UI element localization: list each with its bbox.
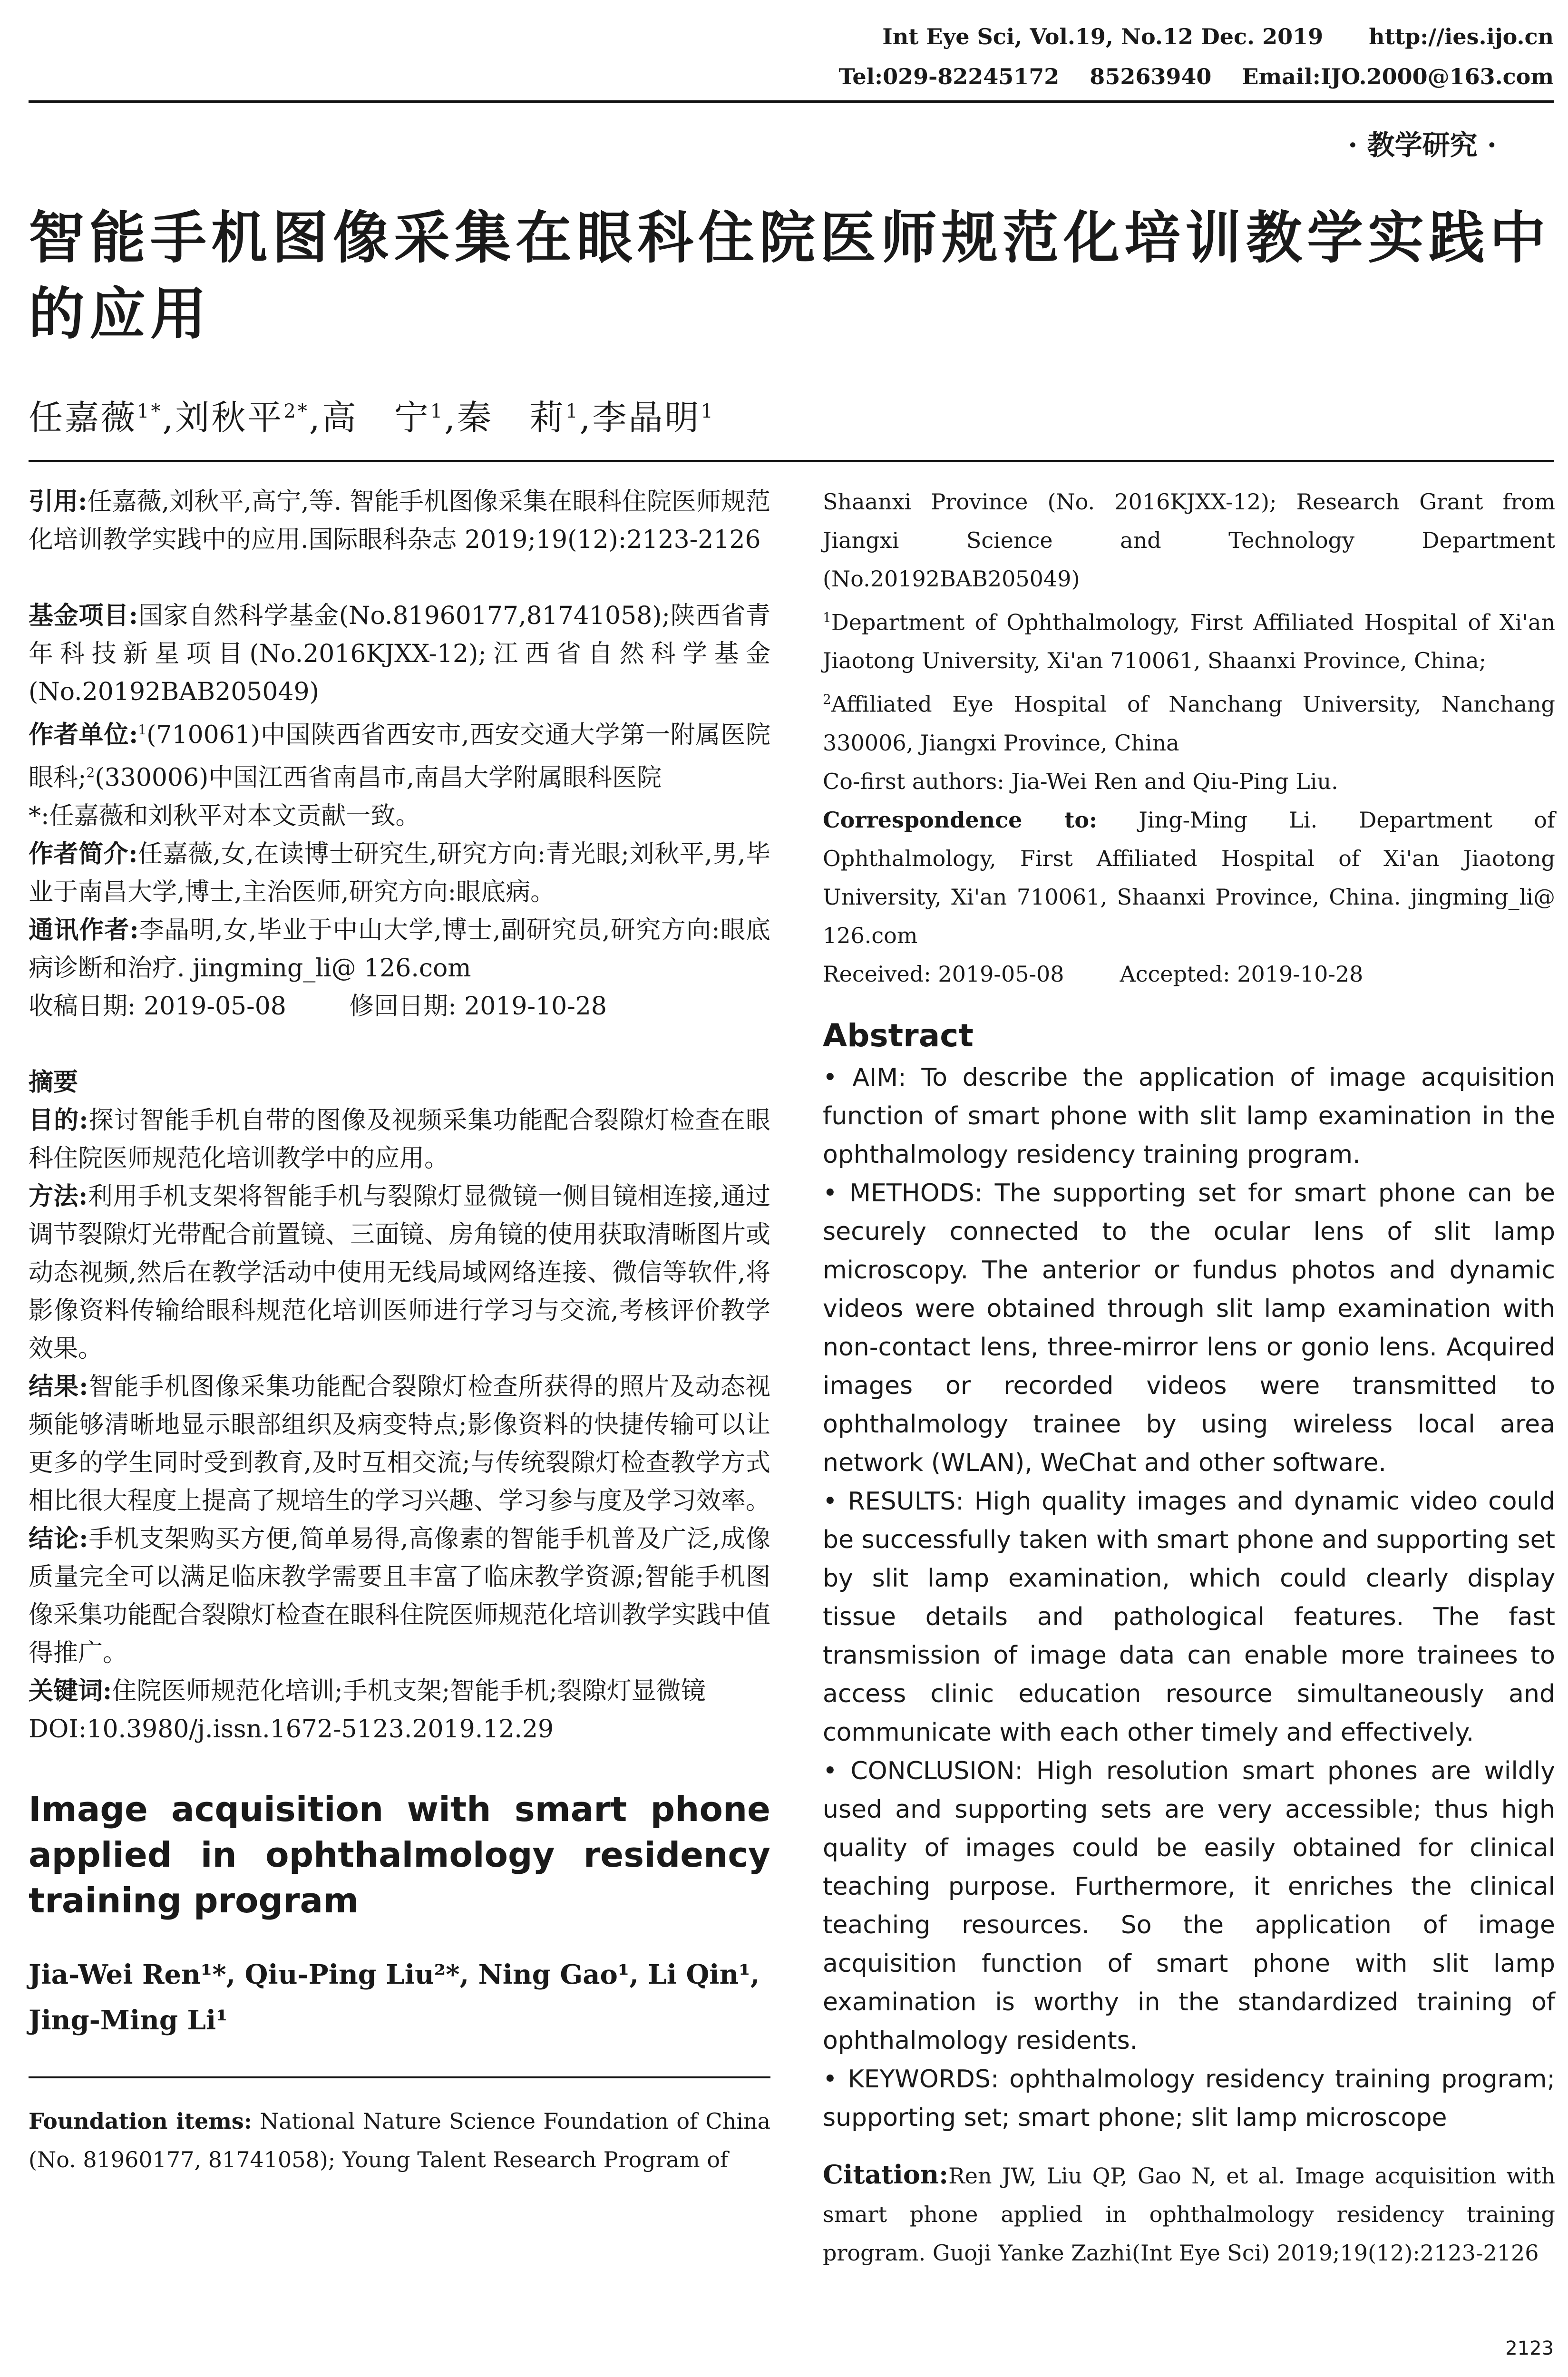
aim-text: 探讨智能手机自带的图像及视频采集功能配合裂隙灯检查在眼科住院医师规范化培训教学中的应用。 xyxy=(29,1106,770,1173)
citation-cn xyxy=(29,483,770,559)
unit-cn xyxy=(29,711,770,797)
keywords-cn xyxy=(29,1672,770,1710)
affiliation-1 xyxy=(823,598,1555,680)
unit-sup: 2 xyxy=(86,765,95,781)
conclusion-label: 结论: xyxy=(29,1524,88,1553)
foundation-items xyxy=(29,2102,770,2179)
author-sup: 1* xyxy=(137,400,163,422)
author-sup: 1 xyxy=(565,400,580,422)
author-sup: 1 xyxy=(701,400,715,422)
intro-text: 任嘉薇,女,在读博士研究生,研究方向:青光眼;刘秋平,男,毕业于南昌大学,博士,主治医师,研究方向:眼底病。 xyxy=(29,839,771,906)
abstract-methods: • METHODS: The supporting set for smart phone can be securely connected to the ocular lens of slit lamp microscopy. The anterior or fundus photos and dynamic videos were obtained through slit lamp examination with non-contact lens, three-mirror lens or gonio lens. Acquired images or recorded videos were transmitted to ophthalmology trainee by using wireless local area network (WLAN), WeChat and other software. xyxy=(823,1179,1555,1477)
journal-header-line1: Int Eye Sci, Vol.19, No.12 Dec. 2019 http://ies.ijo.cn xyxy=(882,24,1554,49)
corresponding-cn xyxy=(29,911,770,987)
doi: DOI:10.3980/j.issn.1672-5123.2019.12.29 xyxy=(29,1715,554,1744)
fund-cn xyxy=(29,597,770,711)
fund-text: 国家自然科学基金(No.81960177,81741058);陕西省青年科技新星项目(No.2016KJXX-12);江西省自然科学基金(No.20192BAB205049) xyxy=(29,602,771,706)
equal-contribution: *:任嘉薇和刘秋平对本文贡献一致。 xyxy=(29,801,420,830)
results-text: 智能手机图像采集功能配合裂隙灯检查所获得的照片及动态视频能够清晰地显示眼部组织及病变特点;影像资料的快捷传输可以让更多的学生同时受到教育,及时互相交流;与传统裂隙灯检查教学方式相比很大程度上提高了规培生的学习兴趣、学习参与度及学习效率。 xyxy=(29,1372,771,1515)
citation-en-label: Citation: xyxy=(823,2159,949,2190)
right-column xyxy=(823,483,1555,2272)
conclusion-text: 手机支架购买方便,简单易得,高像素的智能手机普及广泛,成像质量完全可以满足临床教学需要且丰富了临床教学资源;智能手机图像采集功能配合裂隙灯检查在眼科住院医师规范化培训教学实践中值得推广。 xyxy=(29,1524,771,1667)
abstract-keywords: • KEYWORDS: ophthalmology residency training program; supporting set; smart phone; slit lamp microscope xyxy=(823,2065,1555,2132)
correspondence-text: Jing-Ming Li. Department of Ophthalmology, First Affiliated Hospital of Xi'an Jiaotong University, Xi'an 710061, Shaanxi Province, China. jingming_li@ 126.com xyxy=(823,807,1556,948)
foundation-label: Foundation items: xyxy=(29,2108,252,2134)
dates-en: Received: 2019-05-08 Accepted: 2019-10-28 xyxy=(823,961,1363,987)
methods-cn xyxy=(29,1178,770,1368)
section-label: · 教学研究 · xyxy=(1348,129,1497,161)
left-column xyxy=(29,483,770,2179)
keywords-text: 住院医师规范化培训;手机支架;智能手机;裂隙灯显微镜 xyxy=(112,1676,706,1705)
abstract-title: Abstract xyxy=(823,1017,974,1054)
aff-sup: 2 xyxy=(823,692,831,708)
author-name: 刘秋平 xyxy=(175,398,284,438)
author-name: 任嘉薇 xyxy=(29,398,137,438)
citation-label: 引用: xyxy=(29,487,88,516)
abstract-heading-cn xyxy=(29,1063,770,1101)
affiliation-2 xyxy=(823,680,1555,762)
corr-label: 通讯作者: xyxy=(29,915,139,945)
abstract-heading: 摘要 xyxy=(29,1067,78,1097)
aff-text: Affiliated Eye Hospital of Nanchang University, Nanchang 330006, Jiangxi Province, China xyxy=(823,691,1555,756)
author-name: 李晶明 xyxy=(592,398,701,438)
aim-label: 目的: xyxy=(29,1105,88,1135)
aff-text: Department of Ophthalmology, First Affiliated Hospital of Xi'an Jiaotong University, Xi'an 710061, Shaanxi Province, China; xyxy=(823,609,1555,674)
abstract-aim: • AIM: To describe the application of image acquisition function of smart phone with slit lamp examination in the ophthalmology residency training program. xyxy=(823,1063,1555,1169)
correspondence-label: Correspondence to: xyxy=(823,807,1098,833)
author-sup: 2* xyxy=(283,400,309,422)
unit-label: 作者单位: xyxy=(29,720,138,750)
abstract-conclusion: • CONCLUSION: High resolution smart phones are wildly used and supporting sets are very accessible; thus high quality of images could be easily obtained for clinical teaching purpose. Furthermore, it enriches the clinical teaching resources. So the application of image acquisition function of smart phone with slit lamp examination is worthy in the standardized training of ophthalmology residents. xyxy=(823,1756,1555,2055)
methods-label: 方法: xyxy=(29,1181,88,1211)
co-first-authors: Co-first authors: Jia-Wei Ren and Qiu-Ping Liu. xyxy=(823,768,1338,794)
authors-en: Jia-Wei Ren¹*, Qiu-Ping Liu²*, Ning Gao¹, Li Qin¹, Jing-Ming Li¹ xyxy=(29,1958,760,2036)
foundation-text: National Nature Science Foundation of China (No. 81960177, 81741058); Young Talent Research Program of xyxy=(29,2108,770,2172)
unit-text: (710061)中国陕西省西安市,西安交通大学第一附属医院眼科; xyxy=(29,721,770,792)
intro-label: 作者简介: xyxy=(29,839,138,868)
abstract-results: • RESULTS: High quality images and dynamic video could be successfully taken with smart phone and supporting set by slit lamp examination, which could clearly display tissue details and pathological features. The fast transmission of image data can enable more trainees to access clinic education resource simultaneously and communicate with each other timely and effectively. xyxy=(823,1487,1555,1747)
author-intro xyxy=(29,835,770,911)
methods-text: 利用手机支架将智能手机与裂隙灯显微镜一侧目镜相连接,通过调节裂隙灯光带配合前置镜、三面镜、房角镜的使用获取清晰图片或动态视频,然后在教学活动中使用无线局域网络连接、微信等软件,将影像资料传输给眼科规范化培训医师进行学习与交流,考核评价教学效果。 xyxy=(29,1182,771,1363)
header-rule xyxy=(29,100,1554,103)
aim-cn xyxy=(29,1101,770,1178)
results-label: 结果: xyxy=(29,1372,88,1401)
author-name: 秦 莉 xyxy=(457,398,566,438)
fund-label: 基金项目: xyxy=(29,601,138,630)
unit-text: (330006)中国江西省南昌市,南昌大学附属眼科医院 xyxy=(95,763,662,792)
corr-text: 李晶明,女,毕业于中山大学,博士,副研究员,研究方向:眼底病诊断和治疗. jingming_li@ 126.com xyxy=(29,916,770,983)
conclusion-cn xyxy=(29,1520,770,1672)
correspondence-en xyxy=(823,801,1555,955)
citation-text: 任嘉薇,刘秋平,高宁,等. 智能手机图像采集在眼科住院医师规范化培训教学实践中的应用.国际眼科杂志 2019;19(12):2123-2126 xyxy=(29,487,770,554)
author-name: 高 宁 xyxy=(321,398,430,438)
author-sup: 1 xyxy=(430,400,445,422)
foundation-continued: Shaanxi Province (No. 2016KJXX-12); Research Grant from Jiangxi Science and Technology Department (No.20192BAB205049) xyxy=(823,489,1555,592)
article-title-cn: 智能手机图像采集在眼科住院医师规范化培训教学实践中的应用 xyxy=(29,205,1551,347)
authors-cn: 任嘉薇$^{1*}$,刘秋平$^{2*}$,高 宁$^1$,秦 莉$^1$,李晶明$^1$ xyxy=(29,398,715,438)
dates-cn: 收稿日期: 2019-05-08 修回日期: 2019-10-28 xyxy=(29,992,607,1021)
footnote-rule xyxy=(29,2076,770,2078)
citation-en xyxy=(823,2155,1555,2272)
unit-sup: 1 xyxy=(138,722,147,738)
journal-header-line2: Tel:029-82245172 85263940 Email:IJO.2000@163.com xyxy=(838,64,1554,89)
page-number: 2123 xyxy=(1505,2338,1554,2359)
keywords-label: 关键词: xyxy=(29,1676,112,1705)
article-title-en: Image acquisition with smart phone applied in ophthalmology residency training program xyxy=(29,1789,770,1920)
aff-sup: 1 xyxy=(823,610,831,625)
citation-en-text: Ren JW, Liu QP, Gao N, et al. Image acquisition with smart phone applied in ophthalmology residency training program. Guoji Yanke Zazhi(Int Eye Sci) 2019;19(12):2123-2126 xyxy=(823,2163,1555,2266)
results-cn xyxy=(29,1368,770,1520)
title-rule xyxy=(29,460,1554,462)
